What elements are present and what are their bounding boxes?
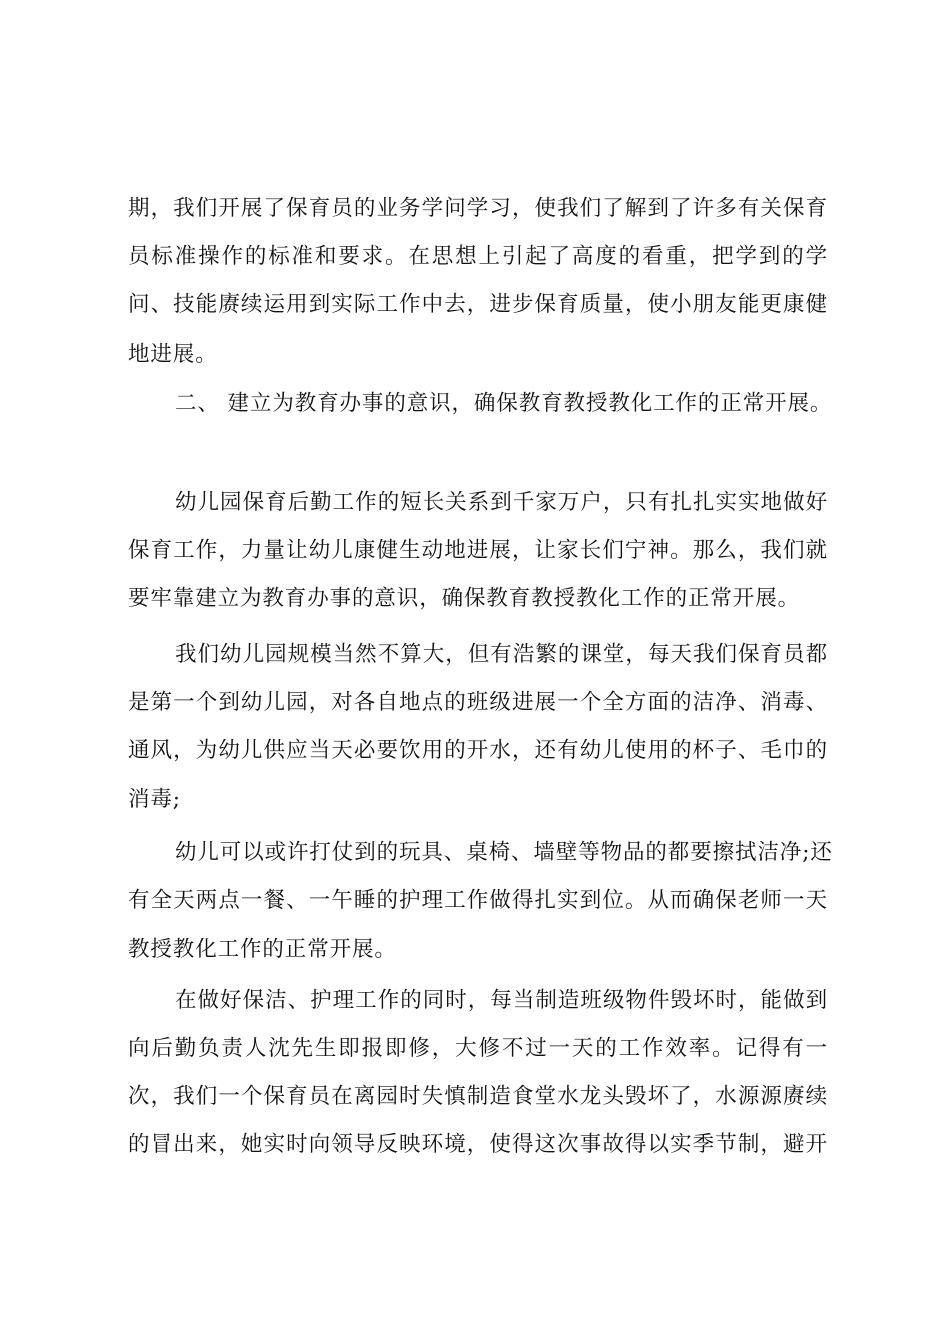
text-line: 次，我们一个保育员在离园时失慎制造食堂水龙头毁坏了，水源源赓续	[128, 1084, 828, 1109]
text-line: 保育工作，力量让幼儿康健生动地进展，让家长们宁神。那么，我们就	[128, 538, 828, 563]
section-heading: 二、 建立为教育办事的意识，确保教育教授教化工作的正常开展。	[175, 391, 833, 416]
text-line: 的冒出来，她实时向领导反映环境，使得这次事故得以实季节制，避开	[128, 1132, 828, 1157]
text-line: 幼儿可以或许打仗到的玩具、桌椅、墙壁等物品的都要擦拭洁净;还	[175, 840, 833, 865]
text-line: 员标准操作的标准和要求。在思想上引起了高度的看重，把学到的学	[128, 244, 828, 269]
text-line: 期，我们开展了保育员的业务学问学习，使我们了解到了许多有关保育	[128, 196, 828, 221]
text-line: 幼儿园保育后勤工作的短长关系到千家万户，只有扎扎实实地做好	[175, 490, 828, 515]
text-line: 教授教化工作的正常开展。	[128, 937, 397, 962]
text-line: 问、技能赓续运用到实际工作中去，进步保育质量，使小朋友能更康健	[128, 292, 828, 317]
text-line: 向后勤负责人沈先生即报即修，大修不过一天的工作效率。记得有一	[128, 1036, 828, 1061]
text-line: 有全天两点一餐、一午睡的护理工作做得扎实到位。从而确保老师一天	[128, 888, 828, 913]
text-line: 是第一个到幼儿园，对各自地点的班级进展一个全方面的洁净、消毒、	[128, 690, 828, 715]
text-line: 通风，为幼儿供应当天必要饮用的开水，还有幼儿使用的杯子、毛巾的	[128, 738, 828, 763]
text-line: 地进展。	[128, 342, 218, 367]
text-line: 我们幼儿园规模当然不算大，但有浩繁的课堂，每天我们保育员都	[175, 642, 828, 667]
text-line: 要牢靠建立为教育办事的意识，确保教育教授教化工作的正常开展。	[128, 586, 801, 611]
text-line: 在做好保洁、护理工作的同时，每当制造班级物件毁坏时，能做到	[175, 988, 828, 1013]
text-line: 消毒;	[128, 787, 181, 812]
